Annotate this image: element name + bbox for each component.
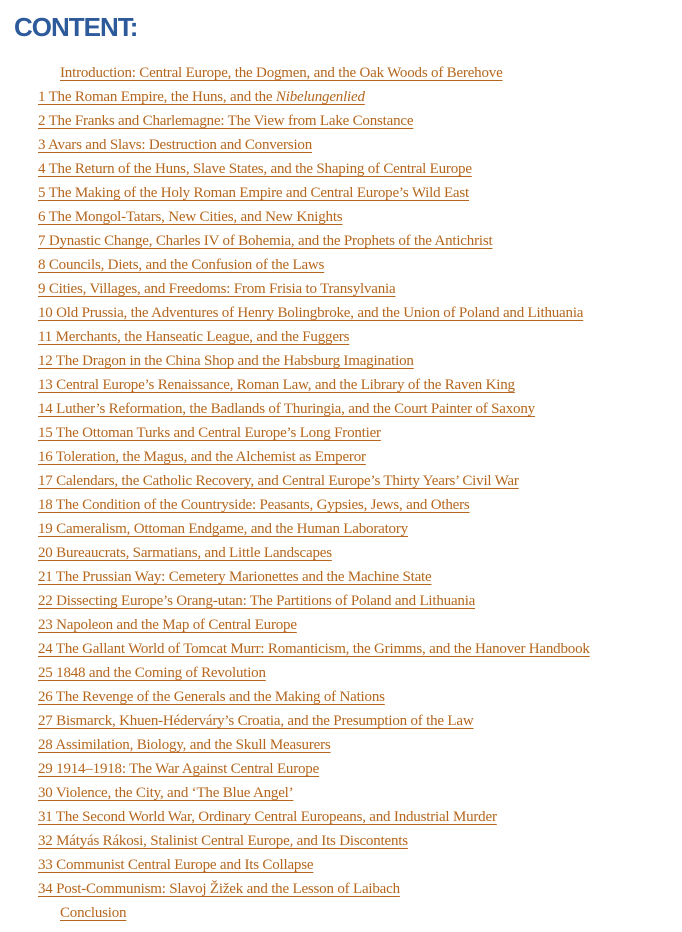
toc-item — [38, 613, 666, 637]
toc-entry-link[interactable] — [38, 785, 293, 801]
toc-item — [38, 853, 666, 877]
toc-item — [38, 709, 666, 733]
toc-entry-link[interactable] — [38, 281, 395, 297]
toc-entry-text: 31 The Second World War, Ordinary Central Europeans, and Industrial Murder — [38, 809, 497, 825]
toc-item — [38, 493, 666, 517]
toc-entry-text: 22 Dissecting Europe’s Orang-utan: The Partitions of Poland and Lithuania — [38, 593, 476, 609]
table-of-contents — [14, 61, 666, 925]
toc-entry-text: 23 Napoleon and the Map of Central Europe — [38, 617, 297, 633]
toc-entry-text: 27 Bismarck, Khuen-Héderváry’s Croatia, and the Presumption of the Law — [38, 713, 474, 729]
toc-entry-text: 14 Luther’s Reformation, the Badlands of Thuringia, and the Court Painter of Saxony — [38, 401, 535, 417]
toc-entry-link[interactable] — [38, 377, 515, 393]
toc-item — [38, 325, 666, 349]
toc-entry-link[interactable] — [60, 65, 503, 81]
toc-entry-link[interactable] — [38, 857, 313, 873]
toc-entry-text: 19 Cameralism, Ottoman Endgame, and the Human Laboratory — [38, 521, 408, 537]
toc-list — [14, 61, 666, 925]
toc-entry-text: 16 Toleration, the Magus, and the Alchemist as Emperor — [38, 449, 366, 465]
toc-entry-text: 2 The Franks and Charlemagne: The View from Lake Constance — [38, 113, 414, 129]
toc-entry-text: 3 Avars and Slavs: Destruction and Conversion — [38, 137, 313, 153]
toc-entry-text: 17 Calendars, the Catholic Recovery, and Central Europe’s Thirty Years’ Civil War — [38, 473, 519, 489]
toc-entry-link[interactable] — [38, 809, 497, 825]
toc-entry-link[interactable] — [38, 545, 332, 561]
toc-item — [38, 589, 666, 613]
toc-entry-text: 21 The Prussian Way: Cemetery Marionettes and the Machine State — [38, 569, 432, 585]
toc-entry-link[interactable] — [38, 713, 473, 729]
toc-entry-link[interactable] — [38, 113, 413, 129]
toc-entry-link[interactable] — [38, 617, 297, 633]
toc-entry-link[interactable] — [38, 689, 385, 705]
toc-entry-text: 33 Communist Central Europe and Its Collapse — [38, 857, 314, 873]
page-title: CONTENT: — [14, 12, 138, 42]
toc-item — [38, 805, 666, 829]
toc-entry-link[interactable] — [38, 257, 324, 273]
toc-item — [38, 181, 666, 205]
toc-entry-text: 24 The Gallant World of Tomcat Murr: Romanticism, the Grimms, and the Hanover Handbook — [38, 641, 590, 657]
toc-entry-text: 25 1848 and the Coming of Revolution — [38, 665, 266, 681]
toc-entry-link[interactable] — [38, 833, 408, 849]
toc-entry-text: 30 Violence, the City, and ‘The Blue Angel’ — [38, 785, 294, 801]
toc-entry-link[interactable] — [38, 89, 365, 105]
toc-item — [38, 421, 666, 445]
toc-entry-text: 32 Mátyás Rákosi, Stalinist Central Europe, and Its Discontents — [38, 833, 408, 849]
toc-entry-text: 29 1914–1918: The War Against Central Europe — [38, 761, 320, 777]
toc-entry-link[interactable] — [38, 353, 414, 369]
toc-item — [38, 205, 666, 229]
toc-item — [38, 565, 666, 589]
toc-entry-link[interactable] — [38, 521, 408, 537]
toc-item — [38, 757, 666, 781]
toc-entry-text: 7 Dynastic Change, Charles IV of Bohemia, and the Prophets of the Antichrist — [38, 233, 493, 249]
toc-item — [38, 301, 666, 325]
toc-entry-text: 11 Merchants, the Hanseatic League, and the Fuggers — [38, 329, 350, 345]
toc-entry-link[interactable] — [38, 425, 381, 441]
toc-entry-text: 18 The Condition of the Countryside: Peasants, Gypsies, Jews, and Others — [38, 497, 470, 513]
toc-entry-text: 34 Post-Communism: Slavoj Žižek and the Lesson of Laibach — [38, 881, 400, 897]
toc-entry-link[interactable] — [38, 473, 519, 489]
toc-item — [38, 229, 666, 253]
toc-entry-link[interactable] — [38, 497, 470, 513]
toc-entry-text: 9 Cities, Villages, and Freedoms: From Frisia to Transylvania — [38, 281, 396, 297]
toc-entry-link[interactable] — [38, 881, 400, 897]
toc-entry-link[interactable] — [38, 185, 469, 201]
toc-entry-text: 20 Bureaucrats, Sarmatians, and Little Landscapes — [38, 545, 332, 561]
toc-item — [38, 445, 666, 469]
toc-entry-text: 26 The Revenge of the Generals and the Making of Nations — [38, 689, 385, 705]
toc-item — [38, 637, 666, 661]
toc-entry-text: 4 The Return of the Huns, Slave States, and the Shaping of Central Europe — [38, 161, 472, 177]
toc-item — [38, 541, 666, 565]
toc-entry-text: 1 The Roman Empire, the Huns, and the — [38, 89, 276, 105]
toc-entry-link[interactable] — [38, 305, 583, 321]
toc-item — [38, 397, 666, 421]
toc-item — [38, 877, 666, 901]
toc-item — [38, 373, 666, 397]
toc-item — [38, 661, 666, 685]
toc-entry-link[interactable] — [60, 905, 126, 921]
toc-entry-link[interactable] — [38, 761, 319, 777]
toc-entry-text: 8 Councils, Diets, and the Confusion of the Laws — [38, 257, 325, 273]
toc-entry-link[interactable] — [38, 569, 431, 585]
toc-entry-link[interactable] — [38, 137, 312, 153]
toc-entry-link[interactable] — [38, 737, 331, 753]
toc-entry-link[interactable] — [38, 641, 590, 657]
toc-item — [38, 517, 666, 541]
toc-item — [38, 253, 666, 277]
toc-entry-text: Conclusion — [60, 905, 127, 921]
toc-item — [38, 901, 666, 925]
toc-entry-text: 13 Central Europe’s Renaissance, Roman Law, and the Library of the Raven King — [38, 377, 515, 393]
toc-entry-text: Introduction: Central Europe, the Dogmen, and the Oak Woods of Berehove — [60, 65, 503, 81]
toc-entry-text: 28 Assimilation, Biology, and the Skull Measurers — [38, 737, 331, 753]
toc-item — [38, 733, 666, 757]
toc-item — [38, 157, 666, 181]
toc-item — [38, 685, 666, 709]
toc-item — [38, 349, 666, 373]
toc-entry-text: 6 The Mongol-Tatars, New Cities, and New Knights — [38, 209, 343, 225]
toc-item — [38, 829, 666, 853]
toc-entry-link[interactable] — [38, 233, 492, 249]
toc-item — [38, 781, 666, 805]
toc-entry-link[interactable] — [38, 449, 366, 465]
toc-item — [38, 85, 666, 109]
toc-entry-link[interactable] — [38, 593, 475, 609]
toc-item — [38, 469, 666, 493]
toc-item — [38, 109, 666, 133]
toc-item — [38, 277, 666, 301]
toc-entry-link[interactable] — [38, 329, 349, 345]
toc-entry-text: 12 The Dragon in the China Shop and the Habsburg Imagination — [38, 353, 414, 369]
toc-entry-text: 5 The Making of the Holy Roman Empire and Central Europe’s Wild East — [38, 185, 469, 201]
toc-entry-link[interactable] — [38, 209, 342, 225]
toc-entry-text: 10 Old Prussia, the Adventures of Henry Bolingbroke, and the Union of Poland and Lithuania — [38, 305, 584, 321]
toc-entry-italic-text: Nibelungenlied — [275, 89, 365, 105]
toc-item — [38, 133, 666, 157]
toc-item — [38, 61, 666, 85]
toc-entry-link[interactable] — [38, 665, 266, 681]
toc-entry-link[interactable] — [38, 161, 472, 177]
toc-entry-link[interactable] — [38, 401, 535, 417]
toc-entry-text: 15 The Ottoman Turks and Central Europe’s Long Frontier — [38, 425, 381, 441]
